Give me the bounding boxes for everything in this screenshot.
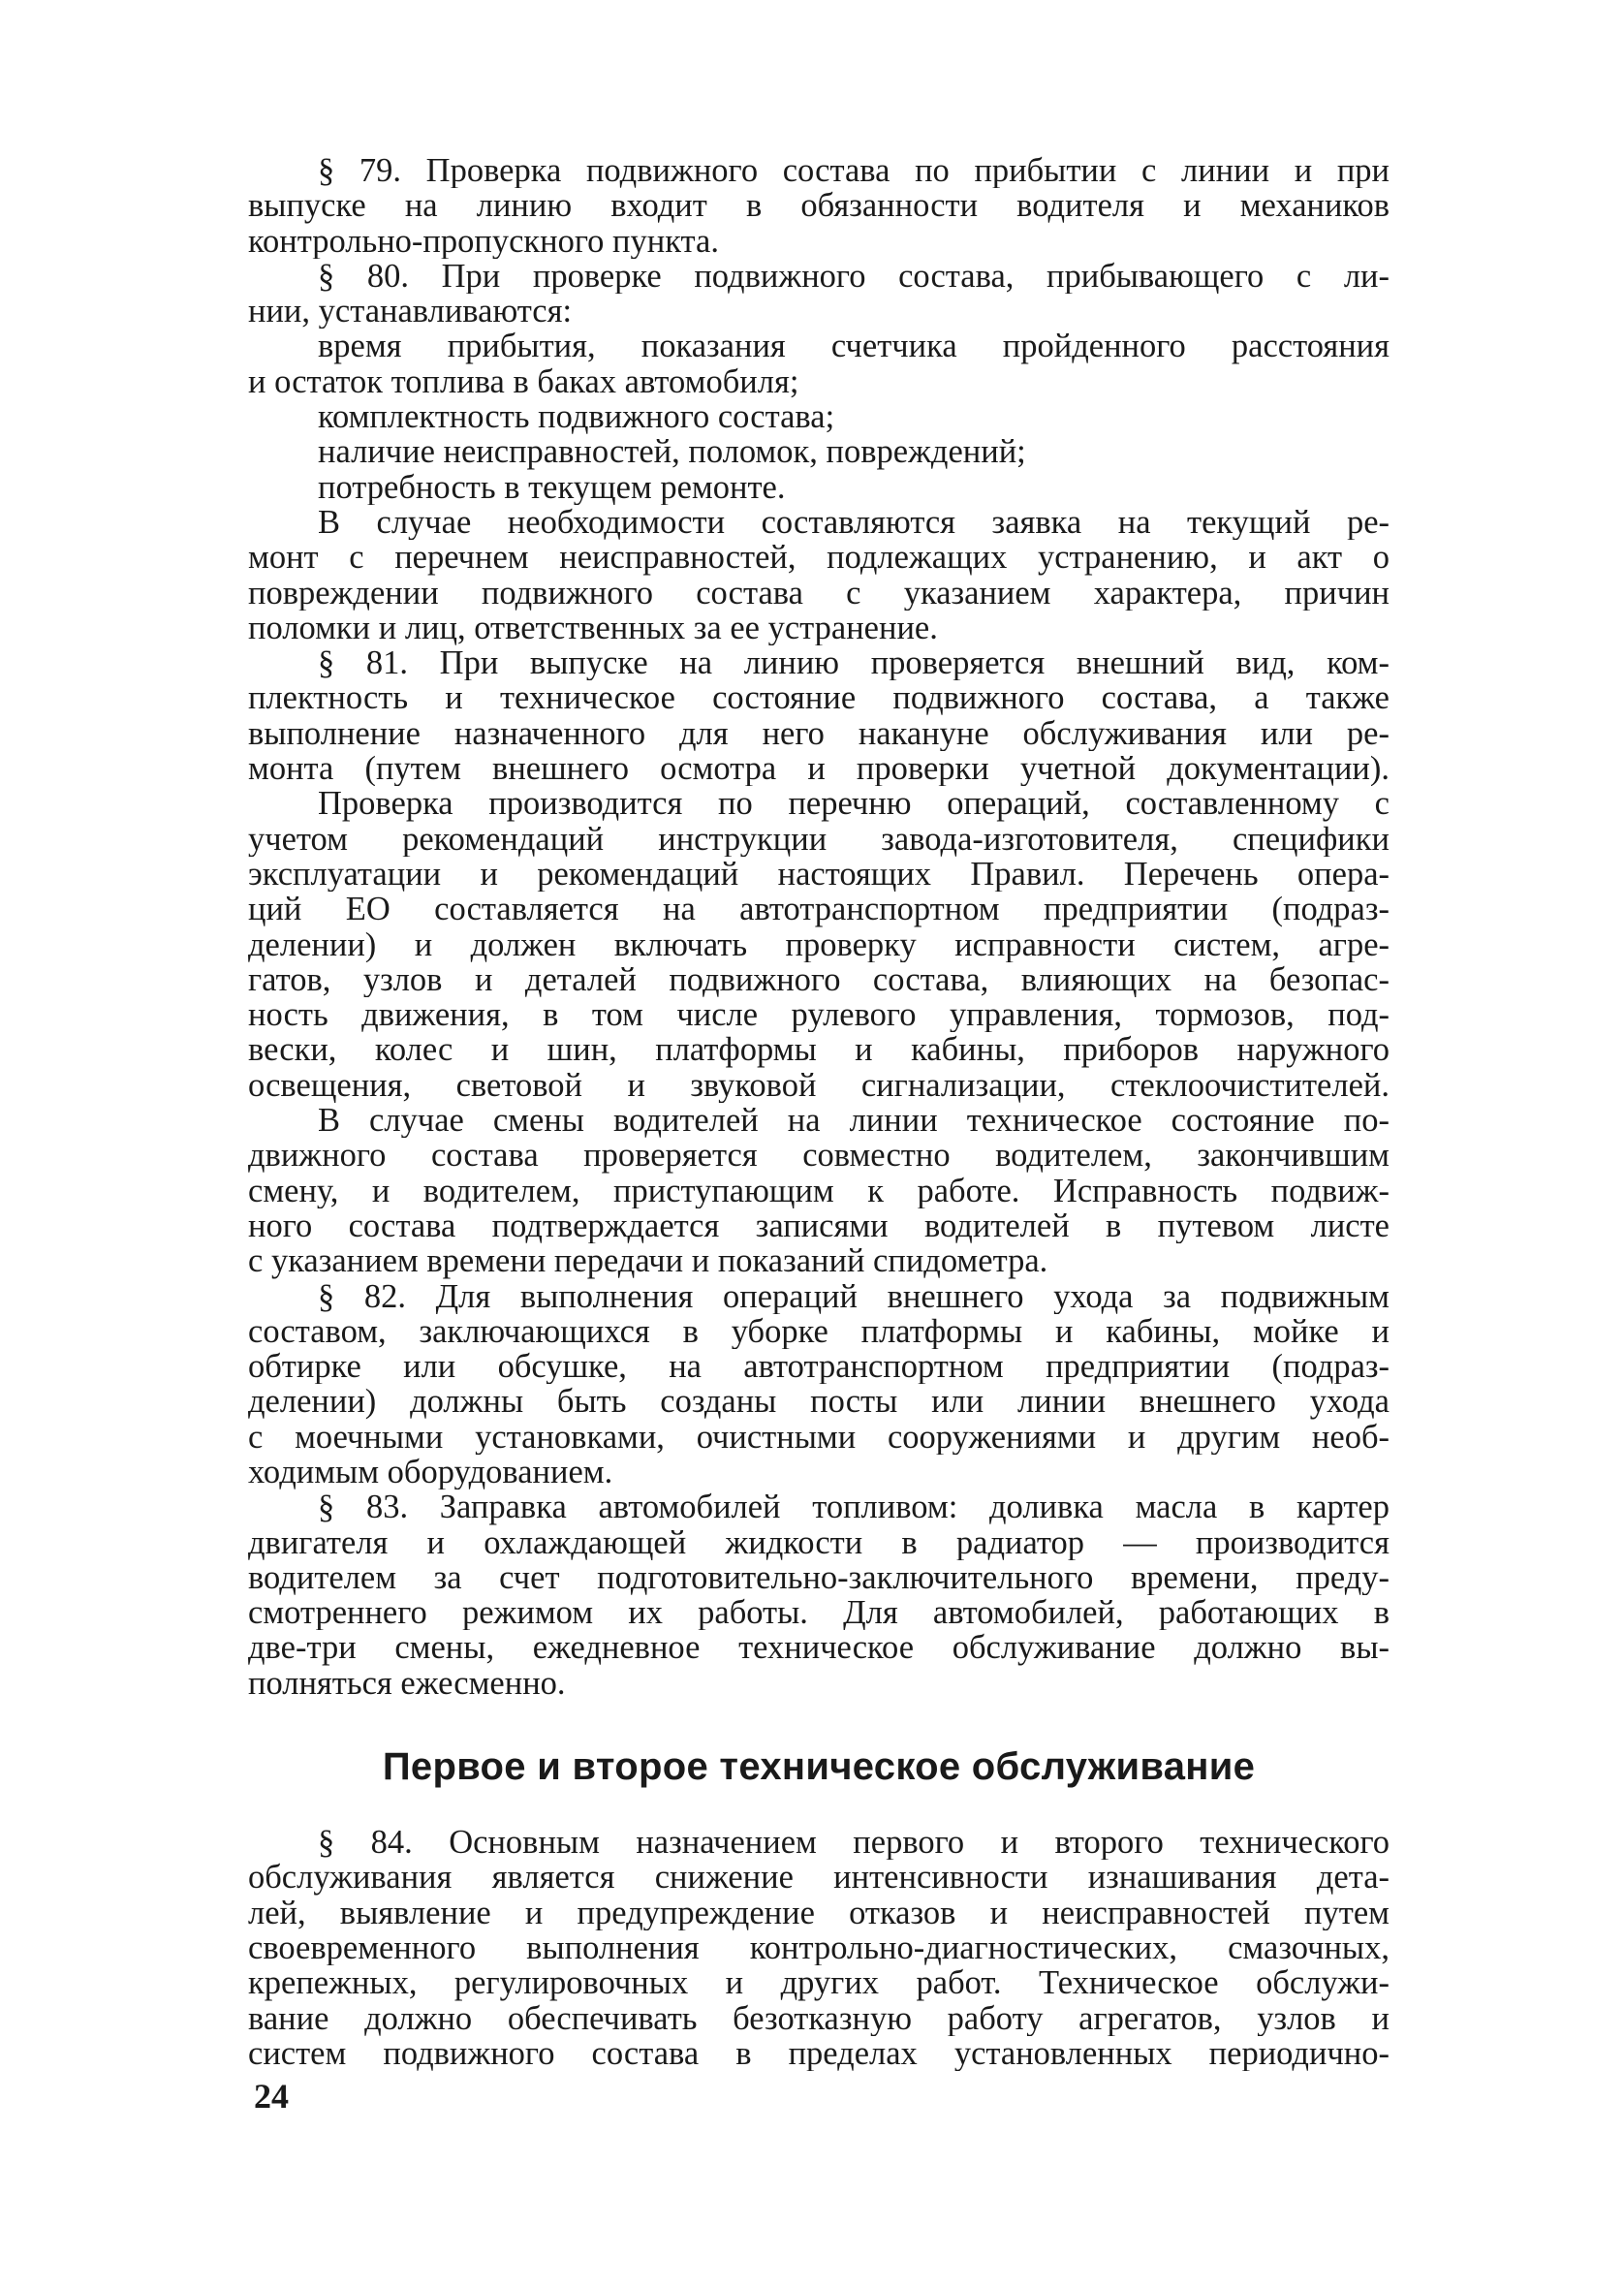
text-line: движного состава проверяется совместно водителем, закончившим xyxy=(248,1138,1390,1174)
text-line: систем подвижного состава в пределах установленных периодично- xyxy=(248,2035,1390,2072)
text-line: монта (путем внешнего осмотра и проверки учетной документации). xyxy=(248,751,1390,787)
text-line: § 81. При выпуске на линию проверяется внешний вид, ком- xyxy=(318,645,1390,681)
text-line: наличие неисправностей, поломок, повреждений; xyxy=(318,434,1026,470)
text-line: ходимым оборудованием. xyxy=(248,1454,613,1490)
text-line: делении) и должен включать проверку исправности систем, агре- xyxy=(248,926,1390,962)
text-line: нии, устанавливаются: xyxy=(248,294,573,329)
text-line: и остаток топлива в баках автомобиля; xyxy=(248,363,799,400)
text-line: повреждении подвижного состава с указанием характера, причин xyxy=(248,575,1390,611)
text-line: смотреннего режимом их работы. Для автомобилей, работающих в xyxy=(248,1595,1390,1631)
text-line: § 83. Заправка автомобилей топливом: доливка масла в картер xyxy=(318,1489,1390,1525)
text-line: контрольно-пропускного пункта. xyxy=(248,223,719,259)
text-line: § 80. При проверке подвижного состава, прибывающего с ли- xyxy=(318,258,1390,295)
section-heading: Первое и второе техническое обслуживание xyxy=(382,1745,1256,1789)
text-line: делении) должны быть созданы посты или линии внешнего ухода xyxy=(248,1384,1390,1420)
text-line: время прибытия, показания счетчика пройденного расстояния xyxy=(318,329,1390,364)
text-line: своевременного выполнения контрольно-диагностических, смазочных, xyxy=(248,1929,1390,1966)
text-line: обслуживания является снижение интенсивности изнашивания дета- xyxy=(248,1860,1390,1896)
text-line: полняться ежесменно. xyxy=(248,1665,566,1702)
text-line: потребность в текущем ремонте. xyxy=(318,469,786,505)
text-line: вание должно обеспечивать безотказную работу агрегатов, узлов и xyxy=(248,2000,1390,2036)
text-line: ного состава подтверждается записями водителей в путевом листе xyxy=(248,1207,1390,1244)
text-line: учетом рекомендаций инструкции завода-изготовителя, специфики xyxy=(248,821,1390,857)
page-body xyxy=(248,153,1390,2071)
text-line: водителем за счет подготовительно-заключительного времени, преду- xyxy=(248,1559,1390,1596)
text-line: с моечными установками, очистными сооружениями и другим необ- xyxy=(248,1419,1390,1455)
text-line: монт с перечнем неисправностей, подлежащих устранению, и акт о xyxy=(248,540,1390,576)
text-line: крепежных, регулировочных и других работ. Техническое обслужи- xyxy=(248,1965,1390,2001)
text-line: гатов, узлов и деталей подвижного состава, влияющих на безопас- xyxy=(248,961,1390,998)
text-line: две-три смены, ежедневное техническое обслуживание должно вы- xyxy=(248,1630,1390,1666)
text-line: комплектность подвижного состава; xyxy=(318,399,835,435)
text-line: Проверка производится по перечню операций, составленному с xyxy=(318,786,1390,822)
text-line: составом, заключающихся в уборке платформы и кабины, мойке и xyxy=(248,1313,1390,1350)
text-line: § 82. Для выполнения операций внешнего ухода за подвижным xyxy=(318,1278,1390,1314)
text-line: § 79. Проверка подвижного состава по прибытии с линии и при xyxy=(318,153,1390,189)
text-line: ность движения, в том числе рулевого управления, тормозов, под- xyxy=(248,997,1390,1033)
text-line: двигателя и охлаждающей жидкости в радиатор — производится xyxy=(248,1524,1390,1560)
text-line: выполнение назначенного для него накануне обслуживания или ре- xyxy=(248,715,1390,752)
text-line: ций ЕО составляется на автотранспортном предприятии (подраз- xyxy=(248,892,1390,927)
text-line: В случае необходимости составляются заявка на текущий ре- xyxy=(318,504,1390,541)
text-line: обтирке или обсушке, на автотранспортном предприятии (подраз- xyxy=(248,1349,1390,1385)
text-line: с указанием времени передачи и показаний спидометра. xyxy=(248,1243,1048,1279)
text-line: поломки и лиц, ответственных за ее устранение. xyxy=(248,610,938,646)
text-line: смену, и водителем, приступающим к работе. Исправность подвиж- xyxy=(248,1173,1390,1208)
text-line: вески, колес и шин, платформы и кабины, приборов наружного xyxy=(248,1032,1390,1068)
page-number: 24 xyxy=(254,2077,289,2116)
text-line: § 84. Основным назначением первого и второго технического xyxy=(318,1825,1390,1861)
text-line: В случае смены водителей на линии техническое состояние по- xyxy=(318,1103,1390,1139)
text-line: освещения, световой и звуковой сигнализации, стеклоочистителей. xyxy=(248,1067,1390,1104)
text-line: плектность и техническое состояние подвижного состава, а также xyxy=(248,680,1390,716)
text-line: лей, выявление и предупреждение отказов и неисправностей путем xyxy=(248,1895,1390,1930)
text-line: выпуске на линию входит в обязанности водителя и механиков xyxy=(248,188,1390,224)
text-line: эксплуатации и рекомендаций настоящих Правил. Перечень опера- xyxy=(248,856,1390,893)
